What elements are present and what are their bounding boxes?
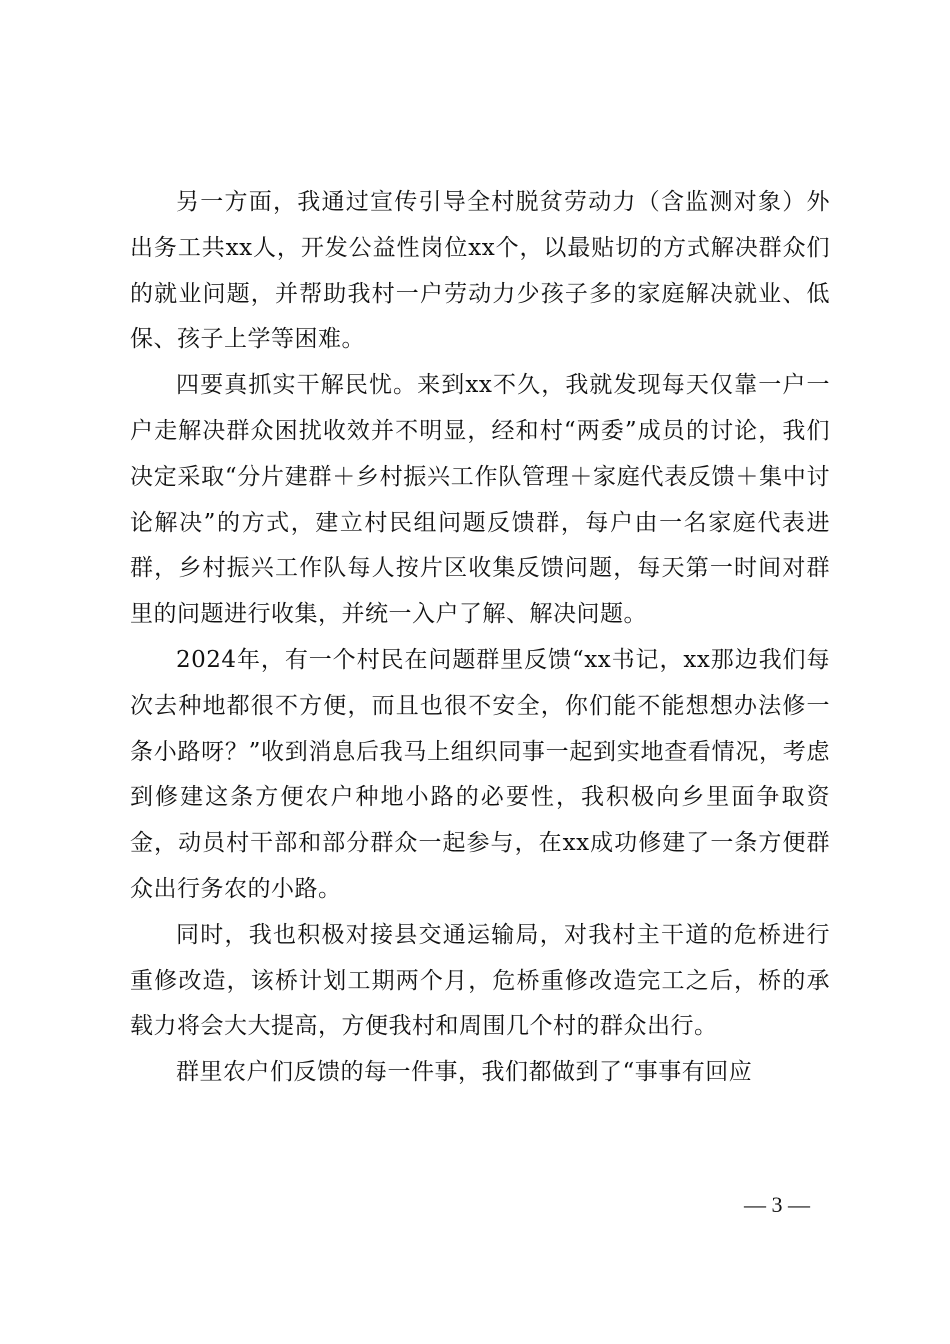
document-body xyxy=(130,180,830,1096)
paragraph-solve-worries: 四要真抓实干解民忧。来到xx不久，我就发现每天仅靠一户一户走解决群众困扰收效并不明显，经和村“两委”成员的讨论，我们决定采取“分片建群＋乡村振兴工作队管理＋家庭代表反馈＋集中讨论解决”的方式，建立村民组问题反馈群，每户由一名家庭代表进群，乡村振兴工作队每人按片区收集反馈问题，每天第一时间对群里的问题进行收集，并统一入户了解、解决问题。 xyxy=(130,372,830,628)
paragraph-bridge-repair: 同时，我也积极对接县交通运输局，对我村主干道的危桥进行重修改造，该桥计划工期两个月，危桥重修改造完工之后，桥的承载力将会大大提高，方便我村和周围几个村的群众出行。 xyxy=(130,921,830,1040)
paragraph-feedback-response: 群里农户们反馈的每一件事，我们都做到了“事事有回应 xyxy=(176,1059,753,1086)
paragraph-road-construction: 2024年，有一个村民在问题群里反馈“xx书记，xx那边我们每次去种地都很不方便，而且也很不安全，你们能不能想想办法修一条小路呀？”收到消息后我马上组织同事一起到实地查看情况，考虑到修建这条方便农户种地小路的必要性，我积极向乡里面争取资金，动员村干部和部分群众一起参与，在xx成功修建了一条方便群众出行务农的小路。 xyxy=(130,646,830,902)
page-number: — 3 — xyxy=(744,1192,810,1217)
paragraph-employment: 另一方面，我通过宣传引导全村脱贫劳动力（含监测对象）外出务工共xx人，开发公益性岗位xx个，以最贴切的方式解决群众们的就业问题，并帮助我村一户劳动力少孩子多的家庭解决就业、低保、孩子上学等困难。 xyxy=(130,189,830,353)
